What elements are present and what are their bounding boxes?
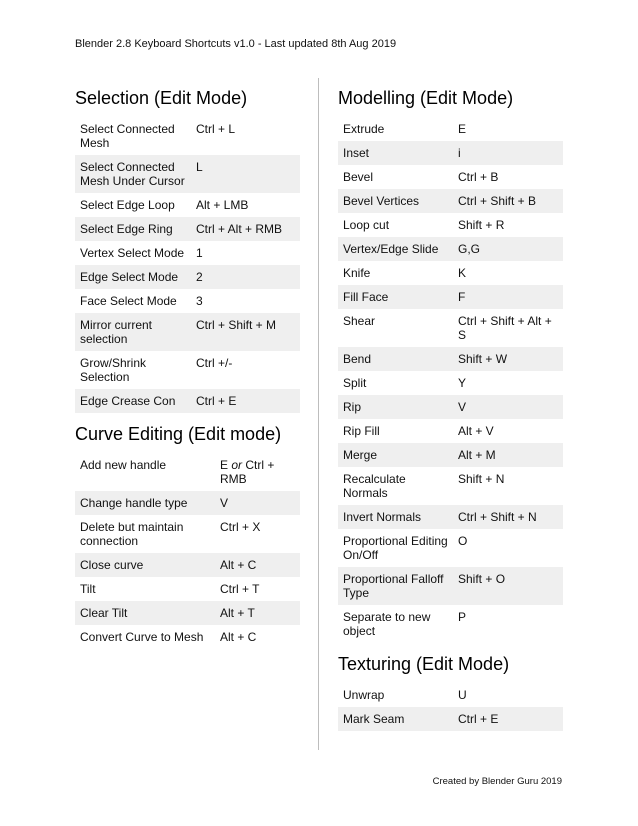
shortcut-keys: P [458,610,467,624]
shortcut-action: Convert Curve to Mesh [80,630,204,644]
table-row [338,683,563,707]
shortcut-keys: 3 [196,294,203,308]
shortcut-keys: i [453,141,563,165]
shortcut-keys: K [458,266,467,280]
table-row [338,395,563,419]
table-row [338,309,563,347]
shortcut-action: Bevel Vertices [338,189,453,213]
shortcut-keys: Shift + W [453,347,563,371]
table-row [338,567,563,605]
shortcut-keys: G,G [453,237,563,261]
keys-or: or [231,458,243,472]
shortcut-action: Bevel [343,170,374,184]
shortcut-action: Bend [338,347,453,371]
table-row [75,265,300,289]
shortcut-action: Separate to new object [343,610,431,638]
shortcut-action: Merge [338,443,453,467]
shortcut-action: Fill Face [338,285,453,309]
shortcut-action: Proportional Falloff Type [338,567,453,605]
table-row [338,371,563,395]
shortcut-action: Vertex Select Mode [80,246,185,260]
table-row [75,625,300,649]
shortcut-action: Select Edge Ring [75,217,191,241]
shortcut-action: Delete but maintain connection [80,520,184,548]
modelling-table [338,117,563,643]
shortcut-action: Tilt [80,582,96,596]
selection-table [75,117,300,413]
shortcut-keys: Ctrl + Shift + N [453,505,563,529]
table-row [338,285,563,309]
shortcut-keys: Alt + V [458,424,494,438]
table-row [338,237,563,261]
table-row [338,189,563,213]
shortcut-keys: Shift + N [458,472,505,486]
shortcut-keys: Ctrl + E [453,707,563,731]
table-row [338,707,563,731]
shortcut-keys: Ctrl + E [191,389,300,413]
shortcut-keys: Alt + T [215,601,300,625]
table-row [338,419,563,443]
table-row [338,213,563,237]
shortcut-keys: Ctrl + Shift + Alt + S [458,314,552,342]
table-row [338,529,563,567]
shortcut-action: Change handle type [75,491,215,515]
table-row [338,165,563,189]
shortcut-action: Grow/Shrink Selection [80,356,147,384]
shortcut-keys: O [458,534,468,548]
table-row [75,553,300,577]
shortcut-keys: Ctrl + T [220,582,260,596]
table-row [75,351,300,389]
shortcut-action: Clear Tilt [75,601,215,625]
shortcut-action: Vertex/Edge Slide [338,237,453,261]
shortcut-keys: Ctrl + Shift + B [453,189,563,213]
shortcut-action: Recalculate Normals [343,472,406,500]
table-row [75,289,300,313]
shortcut-action: Proportional Editing On/Off [343,534,448,562]
shortcut-keys: Ctrl + X [220,520,261,534]
table-row [338,261,563,285]
table-row [338,467,563,505]
shortcut-keys: 2 [191,265,300,289]
shortcut-action: Rip Fill [343,424,380,438]
table-row [338,605,563,643]
shortcut-keys: Alt + C [215,553,300,577]
shortcut-action: Edge Crease Con [75,389,191,413]
table-row [338,347,563,371]
shortcut-action: Face Select Mode [80,294,177,308]
shortcut-keys: Ctrl +/- [196,356,233,370]
section-title-selection: Selection (Edit Mode) [75,88,248,108]
shortcut-keys [215,453,300,491]
shortcut-action: Select Edge Loop [80,198,175,212]
table-row [75,193,300,217]
shortcut-keys: Ctrl + B [458,170,499,184]
right-column [338,87,563,731]
shortcut-keys: Y [458,376,467,390]
shortcut-keys: E [458,122,467,136]
section-title-curve-editing: Curve Editing (Edit mode) [75,424,282,444]
shortcut-action: Inset [338,141,453,165]
texturing-table [338,683,563,731]
shortcut-keys: L [191,155,300,193]
page-footer: Created by Blender Guru 2019 [432,776,562,787]
shortcut-keys: 1 [196,246,203,260]
keys-part: Ctrl + RMB [220,458,275,486]
curve-editing-table [75,453,300,649]
shortcut-keys: Shift + R [458,218,505,232]
shortcut-keys: Shift + O [453,567,563,605]
table-row [338,443,563,467]
page-header: Blender 2.8 Keyboard Shortcuts v1.0 - Last updated 8th Aug 2019 [75,38,397,50]
shortcut-action: Select Connected Mesh Under Cursor [75,155,191,193]
column-divider [318,78,319,750]
shortcut-keys: Alt + LMB [196,198,249,212]
shortcut-action: Knife [343,266,371,280]
table-row [75,601,300,625]
shortcut-keys: Ctrl + Alt + RMB [191,217,300,241]
section-title-modelling: Modelling (Edit Mode) [338,88,514,108]
table-row [338,117,563,141]
table-row [75,241,300,265]
shortcut-keys: F [453,285,563,309]
shortcut-action: Close curve [75,553,215,577]
shortcut-keys: V [215,491,300,515]
shortcut-keys: Ctrl + L [196,122,236,136]
shortcut-keys: U [458,688,467,702]
table-row [338,141,563,165]
table-row [75,577,300,601]
shortcut-action: Shear [343,314,376,328]
shortcut-keys: V [453,395,563,419]
table-row [75,155,300,193]
table-row [75,453,300,491]
table-row [75,515,300,553]
shortcut-action: Loop cut [343,218,390,232]
shortcut-action: Extrude [343,122,385,136]
shortcut-action: Split [343,376,367,390]
shortcut-action: Unwrap [343,688,385,702]
shortcut-action: Mirror current selection [75,313,191,351]
shortcut-action: Mark Seam [338,707,453,731]
shortcut-keys: Alt + M [453,443,563,467]
shortcut-action: Select Connected Mesh [80,122,175,150]
table-row [75,117,300,155]
keys-part: E [220,458,229,472]
shortcut-keys: Alt + C [220,630,257,644]
left-column [75,87,300,649]
shortcut-action: Edge Select Mode [75,265,191,289]
shortcut-action: Rip [338,395,453,419]
table-row [75,313,300,351]
section-title-texturing: Texturing (Edit Mode) [338,654,510,674]
shortcut-action: Add new handle [80,458,167,472]
shortcut-keys: Ctrl + Shift + M [191,313,300,351]
shortcut-action: Invert Normals [338,505,453,529]
table-row [338,505,563,529]
table-row [75,491,300,515]
table-row [75,389,300,413]
table-row [75,217,300,241]
